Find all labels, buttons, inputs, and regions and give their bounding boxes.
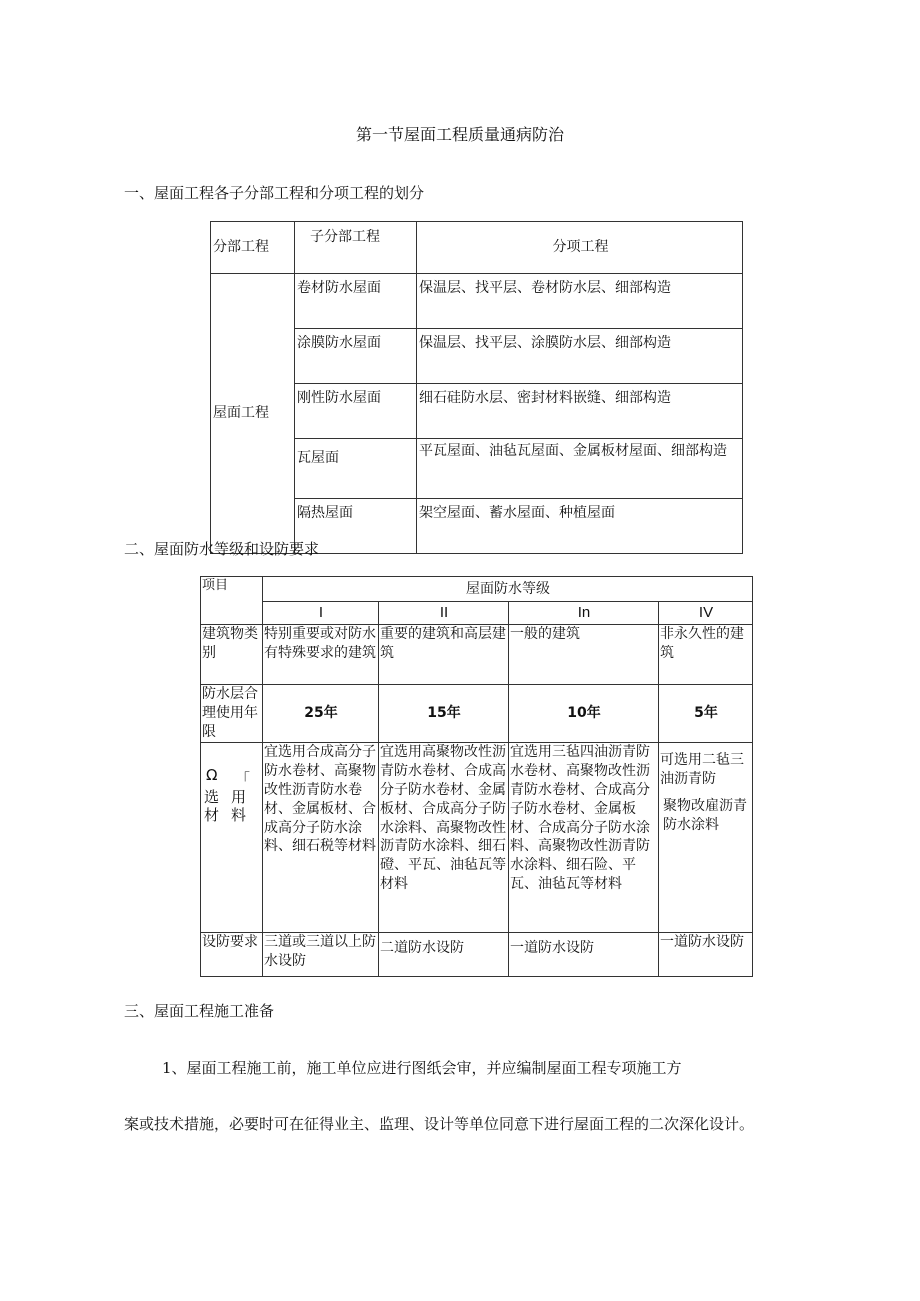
table-row (201, 933, 753, 977)
subdivision-cell: 刚性防水屋面 (295, 384, 417, 439)
paragraph: 1、屋面工程施工前，施工单位应进行图纸会审，并应编制屋面工程专项施工方 (162, 1059, 682, 1077)
table-header-row (211, 222, 743, 274)
material-cell: 宜选用合成高分子防水卷材、高聚物改性沥青防水卷材、金属板材、合成高分子防水涂料、细石税等材料 (263, 743, 379, 933)
header-division: 分部工程 (211, 222, 295, 274)
material-cell: 宜选用高聚物改性沥青防水卷材、合成高分子防水卷材、金属板材、合成高分子防水涂料、高聚物改性沥青防水涂料、细石磴、平瓦、油毡瓦等材料 (379, 743, 509, 933)
material-line: 可选用二毡三油沥青防 (660, 752, 744, 787)
years-cell: 5年 (659, 685, 753, 743)
items-cell: 保温层、找平层、涂膜防水层、细部构造 (417, 329, 743, 384)
subdivision-cell: 隔热屋面 (295, 499, 417, 554)
label-glyph: 选 (204, 788, 220, 806)
building-cell: 重要的建筑和高层建筑 (379, 625, 509, 685)
label-glyph: Ω (206, 766, 218, 784)
paragraph: 案或技术措施，必要时可在征得业主、监理、设计等单位同意下进行屋面工程的二次深化设计。 (124, 1115, 755, 1133)
items-cell: 平瓦屋面、油毡瓦屋面、金属板材屋面、细部构造 (417, 439, 743, 499)
section-heading-grade: 二、屋面防水等级和设防要求 (124, 540, 320, 558)
row-label-setup: 设防要求 (201, 933, 263, 977)
material-line: 聚物改雇沥青防水涂料 (663, 797, 747, 833)
item-label-cell: 项目 (201, 577, 263, 625)
table-row (201, 577, 753, 602)
items-cell: 架空屋面、蓄水屋面、种植屋面 (417, 499, 743, 554)
items-cell: 保温层、找平层、卷材防水层、细部构造 (417, 274, 743, 329)
division-cell: 屋面工程 (211, 274, 295, 554)
subdivision-cell: 涂膜防水屋面 (295, 329, 417, 384)
label-glyph: 「 (235, 770, 251, 788)
header-items: 分项工程 (417, 222, 743, 274)
subdivision-cell: 卷材防水屋面 (295, 274, 417, 329)
table-row (201, 743, 753, 933)
page-title: 第一节屋面工程质量通病防治 (355, 125, 564, 144)
division-table (210, 221, 743, 554)
years-cell: 10年 (509, 685, 659, 743)
table-row (201, 685, 753, 743)
building-cell: 非永久性的建筑 (659, 625, 753, 685)
row-label-building: 建筑物类别 (201, 625, 263, 685)
table-row (201, 625, 753, 685)
material-cell: 宜选用三毡四油沥青防水卷材、高聚物改性沥青防水卷材、合成高分子防水卷材、金属板材、合成高分子防水涂料、高聚物改性沥青防水涂料、细石险、平瓦、油毡瓦等材料 (509, 743, 659, 933)
years-cell: 25年 (263, 685, 379, 743)
items-cell: 细石硅防水层、密封材料嵌缝、细部构造 (417, 384, 743, 439)
grade-label-cell: 屋面防水等级 (263, 577, 753, 602)
section-heading-prep: 三、屋面工程施工准备 (124, 1002, 275, 1020)
table-row (201, 602, 753, 625)
building-cell: 一般的建筑 (509, 625, 659, 685)
setup-cell: 一道防水设防 (509, 933, 659, 977)
level-cell: In (509, 602, 659, 625)
years-cell: 15年 (379, 685, 509, 743)
label-glyph: 料 (231, 806, 247, 824)
table-row (211, 274, 743, 329)
setup-cell: 一道防水设防 (659, 933, 753, 977)
subdivision-cell: 瓦屋面 (295, 439, 417, 499)
row-label-material (201, 743, 263, 933)
setup-cell: 三道或三道以上防水设防 (263, 933, 379, 977)
section-heading-division: 一、屋面工程各子分部工程和分项工程的划分 (124, 184, 425, 202)
row-label-years: 防水层合理使用年限 (201, 685, 263, 743)
setup-cell: 二道防水设防 (379, 933, 509, 977)
label-glyph: 材 (204, 806, 220, 824)
level-cell: I (263, 602, 379, 625)
level-cell: IV (659, 602, 753, 625)
level-cell: II (379, 602, 509, 625)
header-subdivision: 子分部工程 (295, 222, 417, 274)
waterproof-grade-table (200, 576, 753, 977)
building-cell: 特别重要或对防水有特殊要求的建筑 (263, 625, 379, 685)
material-cell-iv (659, 743, 753, 933)
label-glyph: 用 (231, 788, 247, 806)
